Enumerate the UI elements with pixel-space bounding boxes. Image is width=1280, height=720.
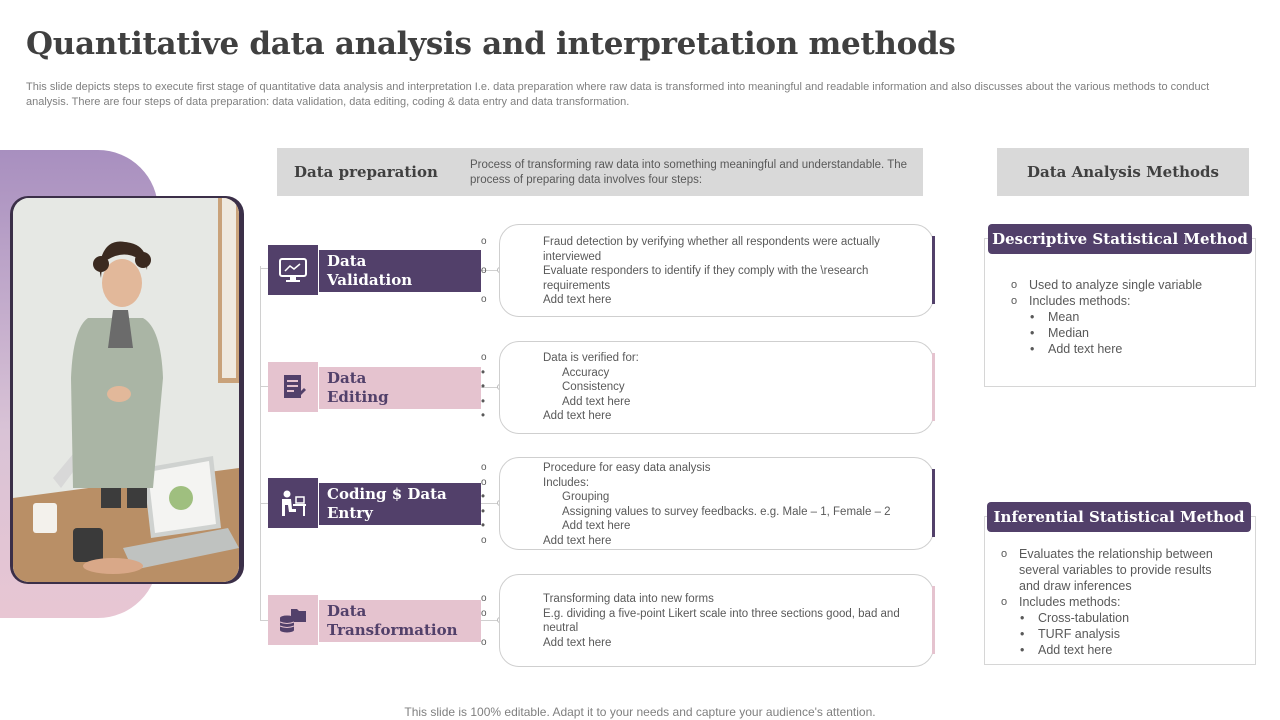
page-title: Quantitative data analysis and interpretation methods [26,26,956,62]
descriptive-method-box [984,238,1256,387]
step-card-validation [499,224,934,317]
list-item: o Data is verified for: [500,351,920,366]
step-items [500,461,925,548]
card-accent [932,353,935,421]
tree-connector-branch [260,386,268,387]
monitor-icon [278,256,308,284]
list-item: o Used to analyze single variable [1029,277,1249,293]
step-card-coding [499,457,934,550]
data-preparation-title: Data preparation [294,163,438,181]
step-label-line: Editing [327,388,389,406]
step-label-line: Transformation [327,621,458,639]
step-icon-box [268,595,318,645]
list-item: • Grouping [500,490,925,505]
list-item: • Accuracy [500,366,920,381]
list-item: • Cross-tabulation [1038,610,1229,626]
step-label-line: Data [327,369,367,387]
tree-connector-branch [260,620,268,621]
card-accent [932,469,935,537]
step-label-line: Data [327,602,367,620]
step-card-editing [499,341,934,434]
step-label-line: Coding $ Data [327,485,447,503]
document-edit-icon [279,372,307,402]
list-item: • Assigning values to survey feedbacks. e.g. Male – 1, Female – 2 [500,505,925,520]
step-label-data-editing [319,367,481,409]
list-item: • Median [1048,325,1249,341]
tree-connector-vertical [260,266,261,621]
step-label-data-validation [319,250,481,292]
list-item: • Add text here [500,395,920,410]
step-items [500,351,920,424]
database-folder-icon [278,606,308,634]
data-preparation-text: Process of transforming raw data into something meaningful and understandable. The process of preparing data involves four steps: [470,159,908,186]
card-accent [932,586,935,654]
step-label-line: Entry [327,504,373,522]
step-label-coding-data-entry [319,483,481,525]
list-item: • TURF analysis [1038,626,1229,642]
step-items [500,592,900,650]
method-items [1029,277,1249,357]
card-accent [932,236,935,304]
step-icon-box [268,362,318,412]
list-item: • Mean [1048,309,1249,325]
list-item: o Transforming data into new forms [500,592,900,607]
step-icon-box [268,478,318,528]
inferential-method-box [984,516,1256,665]
step-label-line: Validation [327,271,413,289]
list-item: o Includes: [500,476,925,491]
step-label-data-transformation [319,600,481,642]
presenter-photo [13,198,239,582]
step-label-line: Data [327,252,367,270]
step-card-transformation [499,574,934,667]
list-item: • Add text here [500,519,925,534]
list-item: • Add text here [500,409,920,424]
list-item: o Evaluates the relationship between several variables to provide results and draw inferences [1019,546,1229,594]
list-item: • Add text here [1048,341,1249,357]
tree-connector-branch [260,268,268,269]
list-item: • Consistency [500,380,920,395]
list-item: • Add text here [1038,642,1229,658]
list-item: o E.g. dividing a five-point Likert scale into three sections good, bad and neutral [500,607,900,636]
footer-note: This slide is 100% editable. Adapt it to your needs and capture your audience's attention. [404,705,876,719]
list-item: o Procedure for easy data analysis [500,461,925,476]
list-item: o Includes methods: [1029,293,1249,309]
list-item: o Add text here [500,293,900,308]
list-item: o Fraud detection by verifying whether all respondents were actually interviewed [500,235,900,264]
list-item: o Includes methods: [1019,594,1229,610]
step-icon-box [268,245,318,295]
list-item: o Add text here [500,534,925,549]
data-analysis-methods-header: Data Analysis Methods [997,148,1249,196]
slide-description: This slide depicts steps to execute first stage of quantitative data analysis and interpretation I.e. data preparation where raw data is transformed into meaningful and readable information and also discusses about the various methods to conduct analysis. There are four steps of data preparation: data validation, data editing, coding & data entry and data transformation. [26,81,1210,108]
person-at-desk-icon [278,488,308,518]
list-item: o Evaluate responders to identify if they comply with the \research requirements [500,264,900,293]
descriptive-method-title: Descriptive Statistical Method [988,224,1252,254]
inferential-method-title: Inferential Statistical Method [987,502,1251,532]
list-item: o Add text here [500,636,900,651]
step-items [500,235,900,308]
method-items [1019,546,1229,658]
tree-connector-branch [260,503,268,504]
